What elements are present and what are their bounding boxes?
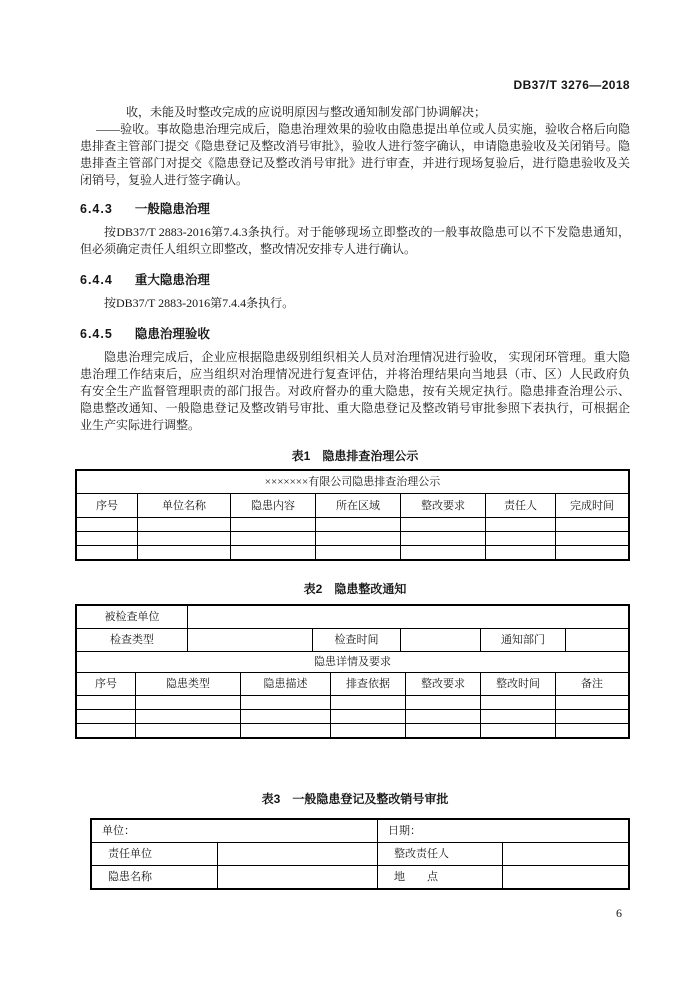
empty-cell [400,518,485,531]
column-header: 所在区域 [315,494,400,517]
section-header-cell: 隐患详情及要求 [314,656,391,668]
column-header: 序号 [96,499,118,512]
empty-cell [187,606,628,628]
row-label: 通知部门 [480,629,565,651]
column-header: 整改要求 [400,494,485,517]
section-number: 6.4.5 [80,327,113,341]
table1-empty-row [77,531,628,545]
table1-header-row [77,493,628,517]
empty-cell [330,696,405,709]
table1-hidden-danger-publicity [75,469,630,561]
empty-cell [502,843,628,865]
table3-danger-name-row [92,865,628,888]
row-label: 检查类型 [110,634,154,646]
empty-cell [480,696,555,709]
empty-cell [77,724,135,737]
date-label: 日期： [377,820,628,842]
empty-cell [485,518,555,531]
table1-empty-row [77,517,628,531]
row-label: 地 点 [377,866,502,888]
section-heading-643 [80,201,630,218]
column-header: 隐患类型 [135,673,240,695]
empty-cell [240,710,330,723]
row-label: 被检查单位 [104,611,160,623]
empty-cell [480,724,555,737]
empty-cell [315,546,400,559]
paragraph-continuation: 收，未能及时整改完成的应说明原因与整改通知制发部门协调解决； [126,105,487,119]
table2-section-header-row [77,651,628,672]
table2-header-row [77,672,628,695]
empty-cell [135,710,240,723]
column-header: 单位名称 [137,494,230,517]
section-title: 一般隐患治理 [134,202,210,216]
empty-cell [230,546,315,559]
empty-cell [135,724,240,737]
table1-empty-row [77,545,628,559]
table2-caption: 表2 隐患整改通知 [303,582,407,596]
table3-caption: 表3 一般隐患登记及整改销号审批 [261,792,449,806]
table2-inspected-unit-row [77,606,628,628]
column-header: 隐患描述 [240,673,330,695]
empty-cell [502,866,628,888]
empty-cell [77,546,137,559]
empty-cell [230,518,315,531]
section-body-644: 按DB37/T 2883-2016第7.4.4条执行。 [104,296,295,310]
empty-cell [315,532,400,545]
section-heading-644 [80,272,630,289]
table2-empty-row [77,723,628,737]
table2-empty-row [77,709,628,723]
empty-cell [217,843,377,865]
empty-cell [77,532,137,545]
empty-cell [400,546,485,559]
empty-cell [315,518,400,531]
table2-check-info-row [77,628,628,651]
empty-cell [137,546,230,559]
empty-cell [555,696,628,709]
unit-label: 单位： [102,825,135,837]
empty-cell [230,532,315,545]
section-title: 重大隐患治理 [134,273,210,287]
empty-cell [135,696,240,709]
page-number: 6 [616,906,622,920]
empty-cell [137,518,230,531]
empty-cell [555,518,628,531]
empty-cell [217,866,377,888]
table1-caption: 表1 隐患排查治理公示 [291,449,419,463]
table3-responsible-row [92,842,628,865]
row-label: 整改责任人 [377,843,502,865]
column-header: 备注 [555,673,628,695]
empty-cell [400,532,485,545]
column-header: 序号 [95,678,117,690]
empty-cell [405,696,480,709]
column-header: 整改时间 [480,673,555,695]
empty-cell [565,629,628,651]
empty-cell [555,710,628,723]
column-header: 隐患内容 [230,494,315,517]
row-label: 检查时间 [312,629,400,651]
section-heading-645 [80,326,630,343]
empty-cell [240,696,330,709]
empty-cell [400,629,480,651]
empty-cell [77,710,135,723]
empty-cell [77,696,135,709]
table2-empty-row [77,695,628,709]
column-header: 责任人 [485,494,555,517]
document-code: DB37/T 3276—2018 [513,78,630,92]
table3-general-danger-approval [90,818,630,890]
empty-cell [405,710,480,723]
column-header: 排查依据 [330,673,405,695]
section-number: 6.4.3 [80,202,113,216]
empty-cell [187,629,312,651]
row-label: 隐患名称 [108,871,152,883]
empty-cell [137,532,230,545]
empty-cell [330,710,405,723]
paragraph-dash-item-yanshou: ——验收。事故隐患治理完成后，隐患治理效果的验收由隐患提出单位或人员实施，验收合格后向隐患排查主管部门提交《隐患登记及整改消号审批》，验收人进行签字确认，申请隐患验收及关闭销号。隐患排查主管部门对提交《隐患登记及整改消号审批》进行审查，并进行现场复验后，进行隐患验收及关闭销号，复验人进行签字确认。 [80,122,630,187]
section-title: 隐患治理验收 [134,327,210,341]
section-body-645: 隐患治理完成后，企业应根据隐患级别组织相关人员对治理情况进行验收， 实现闭环管理。重大隐患治理工作结束后，应当组织对治理情况进行复查评估，并将治理结果向当地县（市、区）人民政府负有安全生产监督管理职责的部门报告。对政府督办的重大隐患，按有关规定执行。隐患排查治理公示、隐患整改通知、一般隐患登记及整改销号审批、重大隐患登记及整改销号审批参照下表执行，可根据企业生产实际进行调整。 [80,350,630,432]
empty-cell [555,724,628,737]
table1-company-title-cell: ×××××××有限公司隐患排查治理公示 [264,476,441,488]
empty-cell [240,724,330,737]
empty-cell [555,546,628,559]
table3-unit-date-row [92,820,628,842]
section-body-643: 按DB37/T 2883-2016第7.4.3条执行。对于能够现场立即整改的一般事故隐患可以不下发隐患通知，但必须确定责任人组织立即整改，整改情况安排专人进行确认。 [80,225,630,256]
empty-cell [555,532,628,545]
section-number: 6.4.4 [80,273,113,287]
column-header: 整改要求 [405,673,480,695]
empty-cell [330,724,405,737]
table2-rectification-notice [75,604,630,739]
empty-cell [77,518,137,531]
empty-cell [405,724,480,737]
column-header: 完成时间 [555,494,628,517]
empty-cell [485,532,555,545]
table1-title-row [77,471,628,493]
row-label: 责任单位 [108,848,152,860]
empty-cell [480,710,555,723]
empty-cell [485,546,555,559]
